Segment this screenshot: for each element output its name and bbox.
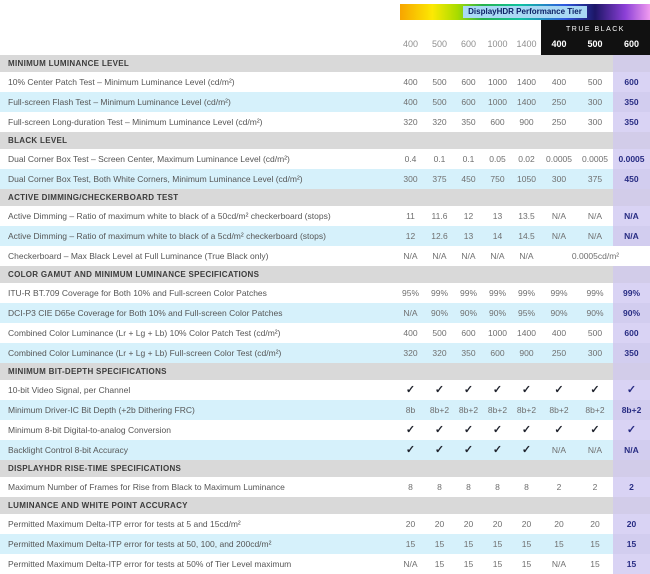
row-label: Full-screen Flash Test – Minimum Luminance Level (cd/m²) xyxy=(8,97,231,107)
section-title: COLOR GAMUT AND MINIMUM LUMINANCE SPECIFICATIONS xyxy=(8,270,260,279)
value-cell: 600 xyxy=(490,117,505,127)
value-cell: 90% xyxy=(613,303,650,323)
row-label: Permitted Maximum Delta-ITP error for tests at 5 and 15cd/m² xyxy=(8,519,241,529)
value-cell xyxy=(454,440,483,460)
value-cell: 500 xyxy=(587,77,603,87)
value-cell: 8 xyxy=(408,482,413,492)
value-cell: N/A xyxy=(519,251,534,261)
value-cell: 8b+2 xyxy=(429,405,450,415)
value-cell: 8 xyxy=(466,482,471,492)
value-cell: 320 xyxy=(432,348,447,358)
value-cell: 350 xyxy=(613,92,650,112)
merged-value-cell: 0.0005cd/m² xyxy=(571,251,620,261)
value-cell: 350 xyxy=(461,348,476,358)
value-cell: 8b+2 xyxy=(585,405,605,415)
value-cell: 15 xyxy=(554,539,564,549)
table-row xyxy=(0,380,650,400)
value-cell xyxy=(512,380,541,400)
value-cell: 15 xyxy=(405,539,416,549)
value-cell: 14 xyxy=(492,231,503,241)
value-cell: 15 xyxy=(434,539,445,549)
value-cell: 400 xyxy=(551,77,567,87)
true-black-column-header: 500 xyxy=(587,39,603,49)
value-cell: 8b+2 xyxy=(613,400,650,420)
value-cell: 20 xyxy=(434,519,445,529)
checkmark-icon: ✓ xyxy=(626,423,637,436)
value-cell: 8 xyxy=(495,482,500,492)
checkmark-icon: ✓ xyxy=(405,443,416,456)
row-label: Backlight Control 8-bit Accuracy xyxy=(8,445,128,455)
table-row xyxy=(0,323,650,343)
column-header: 500 xyxy=(431,39,448,49)
checkmark-icon: ✓ xyxy=(463,443,474,456)
row-label: DCI-P3 CIE D65e Coverage for Both 10% and Full-screen Color Patches xyxy=(8,308,283,318)
value-cell: 400 xyxy=(403,97,418,107)
value-cell: N/A xyxy=(403,251,418,261)
value-cell: 0.02 xyxy=(518,154,535,164)
value-cell: 300 xyxy=(587,348,603,358)
value-cell: 99% xyxy=(517,288,535,298)
value-cell: N/A xyxy=(551,231,567,241)
checkmark-icon: ✓ xyxy=(492,383,503,396)
row-label: Permitted Maximum Delta-ITP error for tests at 50% of Tier Level maximum xyxy=(8,559,292,569)
value-cell: 300 xyxy=(587,117,603,127)
value-cell: 20 xyxy=(492,519,503,529)
row-label: Maximum Number of Frames for Rise from Black to Maximum Luminance xyxy=(8,482,285,492)
value-cell: 0.0005 xyxy=(546,154,572,164)
value-cell: 0.0005 xyxy=(582,154,608,164)
value-cell: 750 xyxy=(490,174,505,184)
table-row xyxy=(0,112,650,132)
true-black-column-header: 600 xyxy=(623,39,640,49)
value-cell: 0.4 xyxy=(404,154,417,164)
value-cell: 20 xyxy=(554,519,564,529)
value-cell: N/A xyxy=(403,308,418,318)
value-cell: 1000 xyxy=(488,77,507,87)
section-header xyxy=(0,189,650,206)
checkmark-icon: ✓ xyxy=(554,383,564,396)
value-cell: 8b+2 xyxy=(458,405,479,415)
value-cell: 375 xyxy=(432,174,447,184)
value-cell: 2 xyxy=(556,482,562,492)
value-cell: N/A xyxy=(587,211,603,221)
value-cell xyxy=(577,380,613,400)
checkmark-icon: ✓ xyxy=(434,443,445,456)
value-cell: N/A xyxy=(551,559,567,569)
value-cell: 15 xyxy=(492,539,503,549)
value-cell xyxy=(512,440,541,460)
value-cell: 1400 xyxy=(517,328,536,338)
value-cell: 8b+2 xyxy=(487,405,508,415)
value-cell: 1400 xyxy=(517,97,536,107)
section-title: ACTIVE DIMMING/CHECKERBOARD TEST xyxy=(8,193,179,202)
row-label: Combined Color Luminance (Lr + Lg + Lb) 10% Color Patch Test (cd/m²) xyxy=(8,328,281,338)
value-cell xyxy=(483,420,512,440)
column-header: 400 xyxy=(402,39,419,49)
value-cell: 99% xyxy=(459,288,477,298)
table-row xyxy=(0,283,650,303)
table-row xyxy=(0,303,650,323)
column-header-row xyxy=(0,20,650,55)
row-label: Permitted Maximum Delta-ITP error for tests at 50, 100, and 200cd/m² xyxy=(8,539,272,549)
row-label: Dual Corner Box Test, Both White Corners, Minimum Luminance Level (cd/m²) xyxy=(8,174,303,184)
value-cell: 300 xyxy=(551,174,567,184)
checkmark-icon: ✓ xyxy=(626,383,637,396)
value-cell: 8b xyxy=(405,405,416,415)
value-cell: 1000 xyxy=(488,328,507,338)
value-cell: 500 xyxy=(432,328,447,338)
value-cell xyxy=(425,440,454,460)
value-cell: 500 xyxy=(432,97,447,107)
value-cell: 99% xyxy=(430,288,448,298)
value-cell: 15 xyxy=(590,539,600,549)
value-cell xyxy=(396,440,425,460)
checkmark-icon: ✓ xyxy=(590,423,600,436)
value-cell: 500 xyxy=(432,77,447,87)
value-cell xyxy=(613,420,650,440)
row-label: 10% Center Patch Test – Minimum Luminance Level (cd/m²) xyxy=(8,77,235,87)
value-cell: 20 xyxy=(613,514,650,534)
spec-table xyxy=(0,55,650,574)
value-cell: 15 xyxy=(463,539,474,549)
row-label: Dual Corner Box Test – Screen Center, Maximum Luminance Level (cd/m²) xyxy=(8,154,290,164)
value-cell: 90% xyxy=(430,308,448,318)
value-cell: 0.0005 xyxy=(613,149,650,169)
section-title: MINIMUM BIT-DEPTH SPECIFICATIONS xyxy=(8,367,167,376)
value-cell: 500 xyxy=(587,328,603,338)
checkmark-icon: ✓ xyxy=(405,423,416,436)
row-label: Full-screen Long-duration Test – Minimum Luminance Level (cd/m²) xyxy=(8,117,263,127)
table-row xyxy=(0,534,650,554)
section-header xyxy=(0,363,650,380)
section-header xyxy=(0,460,650,477)
value-cell: 2 xyxy=(592,482,598,492)
value-cell xyxy=(541,380,577,400)
value-cell: 250 xyxy=(551,97,567,107)
checkmark-icon: ✓ xyxy=(434,423,445,436)
table-row xyxy=(0,246,650,266)
value-cell: 900 xyxy=(519,117,534,127)
table-row xyxy=(0,440,650,460)
table-row xyxy=(0,400,650,420)
value-cell: 400 xyxy=(551,328,567,338)
value-cell xyxy=(454,380,483,400)
value-cell: 450 xyxy=(461,174,476,184)
value-cell xyxy=(425,420,454,440)
value-cell: 95% xyxy=(517,308,535,318)
value-cell: N/A xyxy=(403,559,418,569)
value-cell: 350 xyxy=(461,117,476,127)
value-cell: 13 xyxy=(492,211,503,221)
checkmark-icon: ✓ xyxy=(492,423,503,436)
checkmark-icon: ✓ xyxy=(434,383,445,396)
value-cell: 99% xyxy=(586,288,604,298)
value-cell: 11.6 xyxy=(431,211,448,221)
value-cell: 15 xyxy=(492,559,503,569)
value-cell: N/A xyxy=(551,211,567,221)
value-cell: 1050 xyxy=(517,174,536,184)
section-title: BLACK LEVEL xyxy=(8,136,68,145)
value-cell: 15 xyxy=(521,559,532,569)
value-cell: 8 xyxy=(524,482,529,492)
column-header: 600 xyxy=(460,39,477,49)
value-cell: 20 xyxy=(463,519,474,529)
value-cell: N/A xyxy=(490,251,505,261)
performance-tier-gradient-bar xyxy=(400,4,650,20)
row-label: 10-bit Video Signal, per Channel xyxy=(8,385,131,395)
value-cell: 99% xyxy=(613,283,650,303)
checkmark-icon: ✓ xyxy=(463,423,474,436)
table-row xyxy=(0,206,650,226)
value-cell: 12 xyxy=(405,231,416,241)
value-cell: N/A xyxy=(587,231,603,241)
section-header xyxy=(0,497,650,514)
value-cell: 1000 xyxy=(488,97,507,107)
value-cell: 20 xyxy=(590,519,600,529)
checkmark-icon: ✓ xyxy=(521,383,532,396)
table-row xyxy=(0,420,650,440)
value-cell: 600 xyxy=(613,323,650,343)
checkmark-icon: ✓ xyxy=(492,443,503,456)
value-cell: N/A xyxy=(613,206,650,226)
value-cell: 12.6 xyxy=(431,231,448,241)
value-cell: N/A xyxy=(587,445,603,455)
value-cell: 0.1 xyxy=(433,154,446,164)
table-row xyxy=(0,477,650,497)
value-cell: 350 xyxy=(613,343,650,363)
value-cell: 20 xyxy=(521,519,532,529)
value-cell: 15 xyxy=(463,559,474,569)
table-row xyxy=(0,72,650,92)
checkmark-icon: ✓ xyxy=(463,383,474,396)
value-cell: 15 xyxy=(521,539,532,549)
column-header: 1000 xyxy=(487,39,508,49)
table-row xyxy=(0,149,650,169)
value-cell: 13 xyxy=(463,231,474,241)
row-label: ITU-R BT.709 Coverage for Both 10% and Full-screen Color Patches xyxy=(8,288,267,298)
value-cell: 20 xyxy=(405,519,416,529)
value-cell: 12 xyxy=(463,211,474,221)
value-cell: 90% xyxy=(550,308,568,318)
value-cell: N/A xyxy=(551,445,567,455)
value-cell: N/A xyxy=(461,251,476,261)
value-cell: 0.1 xyxy=(462,154,475,164)
value-cell xyxy=(396,420,425,440)
value-cell: 90% xyxy=(459,308,477,318)
value-cell: 900 xyxy=(519,348,534,358)
checkmark-icon: ✓ xyxy=(521,443,532,456)
value-cell: 300 xyxy=(403,174,418,184)
table-row xyxy=(0,554,650,574)
value-cell: 8b+2 xyxy=(549,405,569,415)
value-cell: N/A xyxy=(432,251,447,261)
value-cell: 90% xyxy=(586,308,604,318)
value-cell xyxy=(483,440,512,460)
checkmark-icon: ✓ xyxy=(554,423,564,436)
row-label: Active Dimming – Ratio of maximum white to black of a 50cd/m² checkerboard (stops) xyxy=(8,211,331,221)
value-cell: 1400 xyxy=(517,77,536,87)
value-cell: 600 xyxy=(461,97,476,107)
value-cell: 250 xyxy=(551,348,567,358)
value-cell: 600 xyxy=(461,77,476,87)
section-header xyxy=(0,55,650,72)
value-cell: 320 xyxy=(403,348,418,358)
row-label: Minimum Driver-IC Bit Depth (+2b Dithering FRC) xyxy=(8,405,195,415)
table-row xyxy=(0,226,650,246)
value-cell xyxy=(613,380,650,400)
value-cell: 15 xyxy=(590,559,600,569)
value-cell xyxy=(577,420,613,440)
value-cell xyxy=(541,420,577,440)
row-label: Active Dimming – Ratio of maximum white to black of a 5cd/m² checkerboard (stops) xyxy=(8,231,326,241)
value-cell: 400 xyxy=(403,77,418,87)
value-cell: 600 xyxy=(461,328,476,338)
checkmark-icon: ✓ xyxy=(590,383,600,396)
value-cell: 0.05 xyxy=(489,154,506,164)
value-cell: 600 xyxy=(613,72,650,92)
value-cell xyxy=(396,380,425,400)
table-row xyxy=(0,514,650,534)
value-cell: 99% xyxy=(550,288,568,298)
section-header xyxy=(0,266,650,283)
section-title: LUMINANCE AND WHITE POINT ACCURACY xyxy=(8,501,188,510)
value-cell xyxy=(454,420,483,440)
value-cell: 600 xyxy=(490,348,505,358)
performance-tier-label: DisplayHDR Performance Tier xyxy=(463,6,587,18)
section-header xyxy=(0,132,650,149)
value-cell: 375 xyxy=(587,174,603,184)
value-cell: 250 xyxy=(551,117,567,127)
value-cell: 99% xyxy=(488,288,506,298)
value-cell: 400 xyxy=(403,328,418,338)
value-cell: 350 xyxy=(613,112,650,132)
value-cell: 90% xyxy=(488,308,506,318)
row-label: Checkerboard – Max Black Level at Full Luminance (True Black only) xyxy=(8,251,269,261)
value-cell xyxy=(425,380,454,400)
value-cell: 320 xyxy=(403,117,418,127)
value-cell: N/A xyxy=(613,440,650,460)
checkmark-icon: ✓ xyxy=(521,423,532,436)
row-label: Minimum 8-bit Digital-to-analog Conversion xyxy=(8,425,171,435)
checkmark-icon: ✓ xyxy=(405,383,416,396)
value-cell: 95% xyxy=(401,288,419,298)
table-row xyxy=(0,343,650,363)
table-row xyxy=(0,169,650,189)
value-cell: 15 xyxy=(434,559,445,569)
column-header: 1400 xyxy=(516,39,537,49)
value-cell xyxy=(512,420,541,440)
table-row xyxy=(0,92,650,112)
row-label: Combined Color Luminance (Lr + Lg + Lb) Full-screen Color Test (cd/m²) xyxy=(8,348,282,358)
value-cell: 15 xyxy=(613,534,650,554)
true-black-label: TRUE BLACK xyxy=(566,26,625,33)
section-title: MINIMUM LUMINANCE LEVEL xyxy=(8,59,130,68)
true-black-column-header: 400 xyxy=(551,39,567,49)
value-cell: 320 xyxy=(432,117,447,127)
value-cell: 8 xyxy=(437,482,442,492)
value-cell: 13.5 xyxy=(518,211,535,221)
value-cell: N/A xyxy=(613,226,650,246)
section-title: DISPLAYHDR RISE-TIME SPECIFICATIONS xyxy=(8,464,182,473)
table-header xyxy=(0,0,650,55)
value-cell: 8b+2 xyxy=(516,405,537,415)
value-cell: 450 xyxy=(613,169,650,189)
value-cell xyxy=(483,380,512,400)
value-cell: 14.5 xyxy=(518,231,535,241)
value-cell: 2 xyxy=(613,477,650,497)
value-cell: 15 xyxy=(613,554,650,574)
value-cell: 11 xyxy=(406,211,415,221)
value-cell: 300 xyxy=(587,97,603,107)
